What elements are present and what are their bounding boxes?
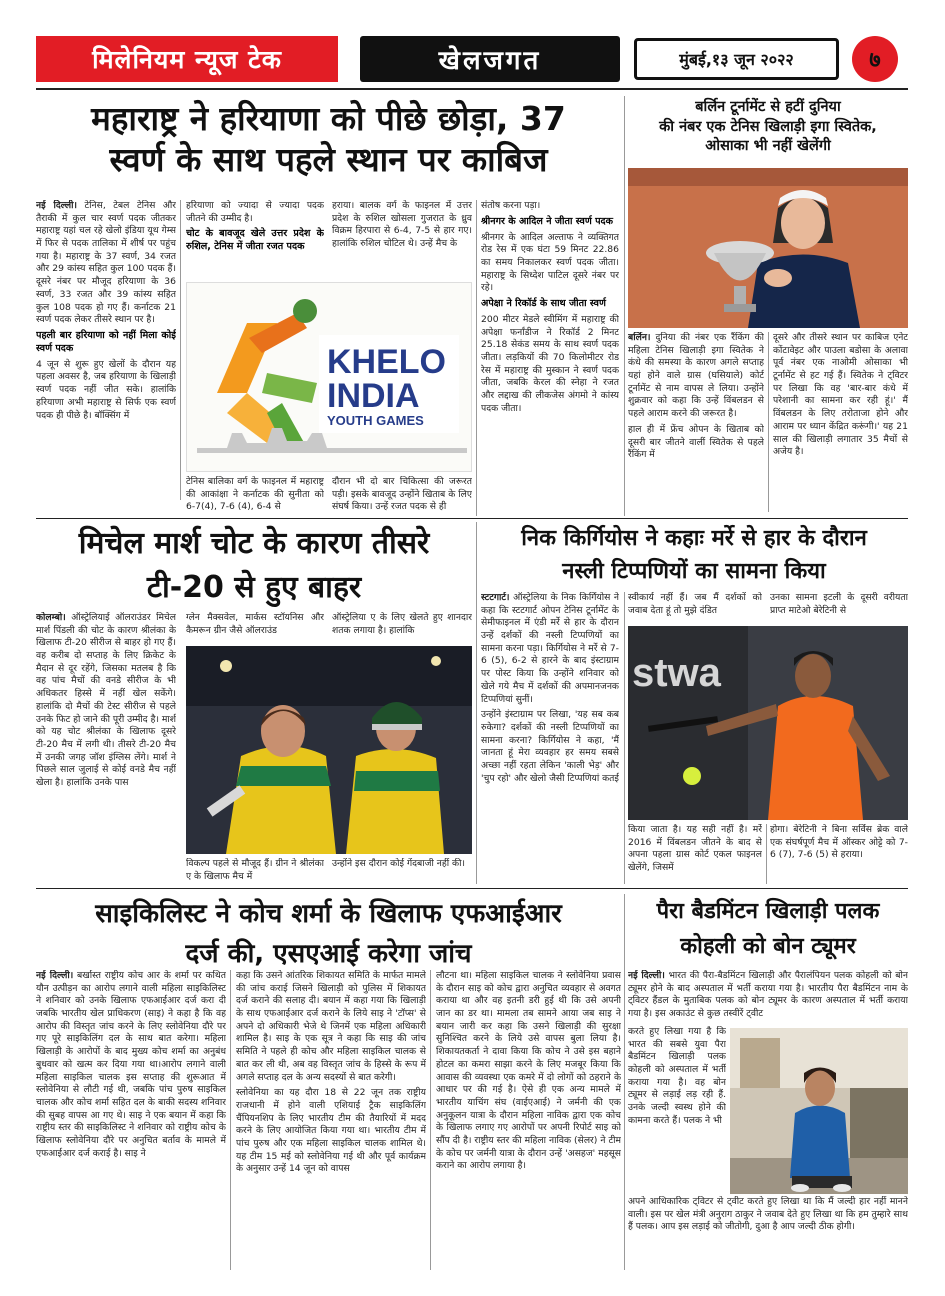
story3-text: ऑस्ट्रेलिया ए के लिए खेलते हुए शानदार शतक लगाया है। हालांकि [332,612,472,636]
story6-ending [628,1196,908,1270]
story1-subhead: पहली बार हरियाणा को नहीं मिला कोई स्वर्ण पदक [36,329,176,354]
story1-subhead-4: अपेक्षा ने रिकॉर्ड के साथ जीता स्वर्ण [481,298,606,310]
story5-text: स्लोवेनिया का यह दौरा 18 से 22 जून तक राष्ट्रीय राजधानी में होने वाली एशियाई ट्रैक साइकिलिंग चैंपियनशिप के लिए भारतीय टीम की तैयारियों में मदद करने के लिए आयोजित किया गया था। भारतीय टीम में पांच पुरुष और एक महिला साइकिल चालक शामिल थे। यह टीम 15 मई को स्लोवेनिया गई थी और पूर्व कार्यक्रम के अनुसार उन्हें 14 जून को वापस [236,1087,426,1175]
story5-headline-line1: साइकिलिस्ट ने कोच शर्मा के खिलाफ एफआईआर [95,899,562,929]
story6-column-left [628,1026,726,1198]
story3-column-2-bottom [186,858,324,884]
mitchell-marsh-photo [186,646,472,854]
story6-text: अपने आधिकारिक ट्विटर से ट्वीट करते हुए लिखा था कि मैं जल्दी हार नहीं मानने वाली। इस पर खेल मंत्री अनुराग ठाकुर ने जवाब देते हुए लिखा था कि हम तुम्हारे साथ हैं पलक। आप इस लड़ाई को जीतोगी, दुआ है आप जल्दी ठीक होगी। [628,1196,908,1233]
story2-headline [628,98,908,157]
story1-headline [36,98,621,181]
story1-column-2 [186,200,324,278]
story1-dateline: नई दिल्ली। [36,200,77,211]
story2-column-1 [628,332,764,512]
story1-text: संतोष करना पड़ा। [481,200,541,211]
section-rule [36,888,908,889]
story3-headline-line2: टी-20 से हुए बाहर [146,569,362,605]
story3-column-3-bottom [332,858,472,884]
story1-text: 200 मीटर मेडले स्वीमिंग में महाराष्ट्र की अपेक्षा फर्नांडीज ने रिकॉर्ड 2 मिनट 25.18 सेकंड समय के साथ स्वर्ण पदक जीता। लड़कियों की 70 किलोमीटर रोड रेस में महाराष्ट्र की मुस्कान ने स्वर्ण पदक जीता, जबकि केरल की स्नेहा ने रजत और लद्दाख की लीकजेस अंगमो ने कांस्य पदक जीता। [481,314,619,414]
story2-text: दूसरे और तीसरे स्थान पर काबिज एनेट कोंटावेइट और पाउला बडोसा के अलावा पूर्व नंबर एक नाओमी ओसाका भी टूर्नामेंट से हट गई हैं। स्वितेक ने ट्विटर पर लिखा कि वह 'बार-बार कंधे में परेशानी का सामना कर रही हूं।' मैं विंबलडन के लिए तरोताजा होने और आराम पर ध्यान केंद्रित करूंगी।' यह 21 साल की खिलाड़ी लगातार 35 मैचों से अजेय है। [773,332,908,458]
story4-column-3-top [770,592,908,622]
story6-intro [628,970,908,1026]
story1-headline-line1: महाराष्ट्र ने हरियाणा को पीछे छोड़ा, 37 [91,99,566,138]
story4-column-3-bottom [770,824,908,884]
story1-column-3 [332,200,472,278]
story4-column-2-top [628,592,762,622]
story3-text: ग्लेन मैक्सवेल, मार्कस स्टॉयनिस और कैमरून ग्रीन जैसे ऑलराउंड [186,612,324,636]
story4-column-1 [481,592,619,884]
story1-column-2-bottom [186,476,324,516]
palak-kohli-photo [730,1028,908,1194]
story6-dateline: नई दिल्ली। [628,970,665,981]
section-title: खेलजगत [360,36,620,82]
story1-text: हरियाणा को ज्यादा से ज्यादा पदक जीतने की उम्मीद है। [186,200,324,224]
story1-column-1 [36,200,176,500]
column-divider [476,522,477,884]
tennis-player-icon [628,626,908,820]
story4-text: ऑस्ट्रेलिया के निक किर्गियोस ने कहा कि स्टटगार्ट ओपन टेनिस टूर्नामेंट के सेमीफाइनल में एंडी मर्रे से हार के दौरान उन्हें दर्शकों की नस्ली टिप्पणियों का सामना करना पड़ा। किर्गियोस ने मर्रे से 7-6 (5), 6-2 से हारने के बाद इंस्टाग्राम पर पोस्ट किया कि उन्होंने शनिवार को खेले गये मैच में दर्शकों की अपमानजनक टिप्पणियां सुनीं। [481,592,619,705]
story5-column-3 [436,970,621,1270]
story6-text: भारत की पैरा-बैडमिंटन खिलाड़ी और पैरालंपियन पलक कोहली को बोन ट्यूमर होने के बाद अस्पताल में भर्ती कराया गया है। भारतीय पैरा बैडमिंटन नाम के ट्विटर हैंडल के मुताबिक पलक को बोन ट्यूमर के कारण अस्पताल में भर्ती कराया गया है। इस अकाउंट से कुछ तस्वीरें ट्वीट [628,970,908,1020]
issue-date: मुंबई,१३ जून २०२२ [634,38,839,80]
story5-column-1 [36,970,226,1270]
story1-subhead-2: चोट के बावजूद खेले उत्तर प्रदेश के रुशिल, टेनिस में जीता रजत पदक [186,228,324,253]
story3-text: उन्होंने इस दौरान कोई गेंदबाजी नहीं की। [332,858,465,869]
nick-kyrgios-photo [628,626,908,820]
page-number: ७ [852,36,898,82]
story2-text: हाल ही में फ्रेंच ओपन के खिताब को दूसरी बार जीतने वालीं स्वितेक से पहले रैंकिंग में [628,423,764,461]
story5-dateline: नई दिल्ली। [36,970,74,981]
story4-text: होगा। बेरेटिनी ने बिना सर्विस ब्रेक वाले एक संघर्षपूर्ण मैच में ऑस्कर ओट्टे को 7-6 (7), 7-6 (5) से हराया। [770,824,908,861]
story1-text: दौरान भी दो बार चिकित्सा की जरूरत पड़ी। इसके बावजूद उन्होंने खिताब के लिए संघर्ष किया। उन्हें रजत पदक से ही [332,476,472,513]
story5-column-2 [236,970,426,1270]
story6-headline-line2: कोहली को बोन ट्यूमर [680,934,856,960]
story4-text: उनका सामना इटली के दूसरी वरीयता प्राप्त माटेओ बेरेटिनी से [770,592,908,616]
story2-headline-line1: बर्लिन टूर्नामेंट से हटीं दुनिया [695,99,841,115]
column-divider [230,970,231,1270]
story5-text: बर्खास्त राष्ट्रीय कोच आर के शर्मा पर कथित यौन उत्पीड़न का आरोप लगाने वाली महिला साइकिलिस्ट ने शनिवार को उनके खिलाफ एफआईआर दर्ज करा दी जबकि भारतीय खेल प्राधिकरण (साइ) ने कहा है कि वह आरोप की विस्तृत जांच करने के लिए स्लोवेनिया दौरे पर गए पूरे साइकिलिंग दल के साथ बात करेगा। महिला खिलाड़ी के आरोपों के बाद मुख्य कोच शर्मा का अनुबंध बुधवार को खत्म कर दिया गया था।आरोप लगाने वाली महिला साइकिल चालक इस सप्ताह की शुरूआत में स्लोवेनिया से लौटी गई थी, जबकि पांच पुरुष साइकिल चालक और कोच शर्मा सहित दल के बाकी सदस्य शनिवार की सुबह वापस आ गए थे। साइ ने एक बयान में कहा कि राष्ट्रीय स्तर की साइकिलिस्ट ने शनिवार को राष्ट्रीय कोच के खिलाफ स्लोवेनिया दौरे पर अनुचित बर्ताव के मामले में एफआईआर दर्ज कराई है। साइ ने [36,970,226,1159]
story4-column-2-bottom [628,824,762,884]
logo-text-khelo: KHELO [327,343,446,381]
story6-text: करते हुए लिखा गया है कि भारत की सबसे युवा पैरा बैडमिंटन खिलाड़ी पलक कोहली को अस्पताल में भर्ती कराया गया है। वह बोन ट्यूमर से लड़ाई लड़ रही हैं. उनके जल्दी स्वस्थ होने की कामना करते हैं। पलक ने भी [628,1026,726,1126]
story3-text: ऑस्ट्रेलियाई ऑलराउंडर मिचेल मार्श पिंडली की चोट के कारण श्रीलंका के खिलाफ टी-20 सीरीज से बाहर हो गए हैं। वह करीब दो सप्ताह के लिए क्रिकेट के मैदान से दूर रहेंगे, जिसका मतलब है कि वह पांच मैचों की वनडे सीरीज के भी अधिकतर हिस्से में नहीं खेल सकेंगे। हालांकि दो मैचों की टेस्ट सीरीज से पहले उनके फिट हो जाने की पूरी उम्मीद है। मार्श को यह चोट श्रीलंका के खिलाफ दूसरे टी-20 मैच में लगी थी। तीसरे टी-20 मैच में उनकी जगह जॉश इंग्लिस लेंगे। मार्श ने पिछले साल जुलाई से कोई वनडे मैच नहीं खेला है। हालांकि उनके पास [36,612,176,788]
story2-text: दुनिया की नंबर एक रैंकिंग की महिला टेनिस खिलाड़ी इगा स्वितेक ने कंधे की समस्या के कारण अगले सप्ताह यहां होने वाले ग्रास (घसियाले) कोर्ट टूर्नामेंट से नाम वापस ले लिया। उन्होंने शुक्रवार को कहा कि उन्हें विंबलडन से पहले आराम करने की जरूरत है। [628,332,764,420]
column-divider [624,592,625,884]
banner-text: stwa [632,651,721,695]
story2-column-2 [773,332,908,512]
story2-headline-line3: ओसाका भी नहीं खेलेंगी [705,138,831,155]
story4-text: किया जाता है। यह सही नहीं है। मर्रे 2016 में विंबलडन जीतने के बाद से अपना पहला ग्रास कोर्ट एकल फाइनल खेलेंगे, जिसमें [628,824,762,874]
story3-headline [36,522,472,609]
logo-text-youth-games: YOUTH GAMES [327,413,424,428]
column-divider [476,200,477,516]
story4-headline-line2: नस्ली टिप्पणियों का सामना किया [562,559,826,584]
story3-text: विकल्प पहले से मौजूद हैं। ग्रीन ने श्रीलंका ए के खिलाफ मैच में [186,858,324,882]
tennis-player-trophy-icon [628,168,908,328]
column-divider [766,824,767,884]
story6-headline [628,894,908,964]
column-divider [180,200,181,500]
story4-text: स्वीकार्य नहीं हैं। जब मैं दर्शकों को जवाब देता हूं तो मुझे दंडित [628,592,762,616]
story5-text: कहा कि उसने आंतरिक शिकायत समिति के मार्फत मामले की जांच कराई जिसने खिलाड़ी को पुलिस में शिकायत दर्ज कराने की सलाह दी। बयान में कहा गया कि खिलाड़ी के साथ एफआईआर दर्ज कराने के लिये साइ ने 'टॉप्स' से अपने दो अधिकारी भेजे थे जिनमें एक महिला अधिकारी शामिल है। साइ के एक सूत्र ने कहा कि साइ की जांच समिति ने पहले ही कोच और महिला साइकिल चालक से बात कर ली थी, अब वह विस्तृत जांच के हिस्से के रूप में अगले सप्ताह दल के अन्य सदस्यों से बात करेगी। [236,970,426,1083]
story1-text: टेनिस, टेबल टेनिस और तैराकी में कुल चार स्वर्ण पदक जीतकर महाराष्ट्र यहां चल रहे खेलो इंडिया यूथ गेम्स में फिर से पदक तालिका में शीर्ष पर पहुंच गया है। महाराष्ट्र के 37 स्वर्ण, 34 रजत और 29 कांस्य सहित कुल 100 पदक हैं। दूसरे नंबर पर मौजूद हरियाणा के 36 स्वर्ण, 33 रजत और 39 कांस्य सहित कुल 108 पदक हो गए हैं। कर्नाटक 21 स्वर्ण पदक लेकर तीसरे स्थान पर है। [36,200,176,326]
story2-headline-line2: की नंबर एक टेनिस खिलाड़ी इगा स्वितेक, [659,118,877,135]
story3-column-2-top [186,612,324,642]
story1-subhead-3: श्रीनगर के आदिल ने जीता स्वर्ण पदक [481,215,614,227]
story2-dateline: बर्लिन। [628,332,651,343]
masthead-rule [36,88,908,90]
column-divider [768,332,769,512]
story4-headline [480,522,908,588]
story3-column-3-top [332,612,472,642]
badminton-player-icon [730,1028,908,1194]
story1-headline-line2: स्वर्ण के साथ पहले स्थान पर काबिज [109,140,548,180]
story3-headline-line1: मिचेल मार्श चोट के कारण तीसरे [78,526,430,561]
khelo-india-logo-icon [187,283,472,472]
story4-headline-line1: निक किर्गियोस ने कहाः मर्रे से हार के दौरान [521,526,867,551]
story4-text: उन्होंने इंस्टाग्राम पर लिखा, 'यह सब कब रुकेगा? दर्शकों की नस्ली टिप्पणियों का सामना करना? किर्गियोस ने कहा, 'मैं जानता हूं मेरा व्यवहार हर समय सबसे अच्छा नहीं रहता लेकिन 'काली भेड़' और 'चुप रहो' और खेलो जैसी टिप्पणियां कतई [481,709,619,784]
section-rule [36,518,908,519]
story5-text: लौटना था। महिला साइकिल चालक ने स्लोवेनिया प्रवास के दौरान साइ को कोच द्वारा अनुचित व्यवहार से अवगत कराया था और वह इतनी डरी हुई थी कि उसे अपनी जान का डर था। मामला तब सामने आया जब साइ ने बयान जारी कर कहा कि उसने खिलाड़ी की सुरक्षा सुनिश्चित करने के लिये उसे वापस बुला लिया है। शिकायतकर्ता ने दावा किया कि कोच ने उसे इस बहाने होटल का कमरा साझा करने के लिए मजबूर किया कि आवास की व्यवस्था एक कमरे में दो लोगों को ठहराने के आधार पर की गई है। ऐसे ही एक अन्य मामले में भारतीय याचिंग संघ (वाईएआई) ने जर्मनी की एक अनुकूलन यात्रा के दौरान महिला नाविक द्वारा एक कोच के खिलाफ लगाए गए आरोपों पर अपनी रिपोर्ट साइ को सौंप दी है। राष्ट्रीय स्तर की महिला नाविक (सेलर) ने टीम के कोच पर जर्मनी यात्रा के दौरान उन्हें 'असहज' महसूस कराने का आरोप लगाया है। [436,970,621,1172]
logo-text-india: INDIA [327,377,420,415]
story3-column-1 [36,612,176,880]
khelo-india-logo-image [186,282,472,472]
story1-text: टेनिस बालिका वर्ग के फाइनल में महाराष्ट्र की आकांक्षा ने कर्नाटक की सुनीता को 6-7(4), 7-6 (4), 6-4 से [186,476,324,513]
story1-text: 4 जून से शुरू हुए खेलों के दौरान यह पहला अवसर है, जब हरियाणा के खिलाड़ी स्वर्ण पदक नहीं जीत सके। हालांकि हरियाणा अभी महाराष्ट्र से सिर्फ एक स्वर्ण पदक ही पीछे है। बॉक्सिंग में [36,358,176,421]
iga-swiatek-photo [628,168,908,328]
story1-column-4 [481,200,619,516]
column-divider [624,894,625,1270]
newspaper-brand: मिलेनियम न्यूज टेक [36,36,338,82]
story4-dateline: स्टटगार्ट। [481,592,510,603]
column-divider [624,96,625,516]
story5-headline [36,894,621,975]
cricket-players-icon [186,646,472,854]
column-divider [430,970,431,1270]
story5-headline-line2: दर्ज की, एसएआई करेगा जांच [185,939,472,970]
story3-dateline: कोलम्बो। [36,612,66,623]
story1-column-3-bottom [332,476,472,516]
story1-text: श्रीनगर के आदिल अल्ताफ ने व्यक्तिगत रोड रेस में एक घंटा 59 मिनट 22.86 का समय निकालकर स्वर्ण पदक जीता। महाराष्ट्र के सिध्देश पाटिल दूसरे नंबर पर रहे। [481,231,619,294]
story1-text: हराया। बालक वर्ग के फाइनल में उत्तर प्रदेश के रुशिल खोसला गुजरात के ध्रुव विक्रम हिरपारा से 6-4, 7-5 से हार गए। हालांकि रुशिल चोटिल थे। उन्हें मैच के [332,200,472,250]
story6-headline-line1: पैरा बैडमिंटन खिलाड़ी पलक [656,899,880,924]
